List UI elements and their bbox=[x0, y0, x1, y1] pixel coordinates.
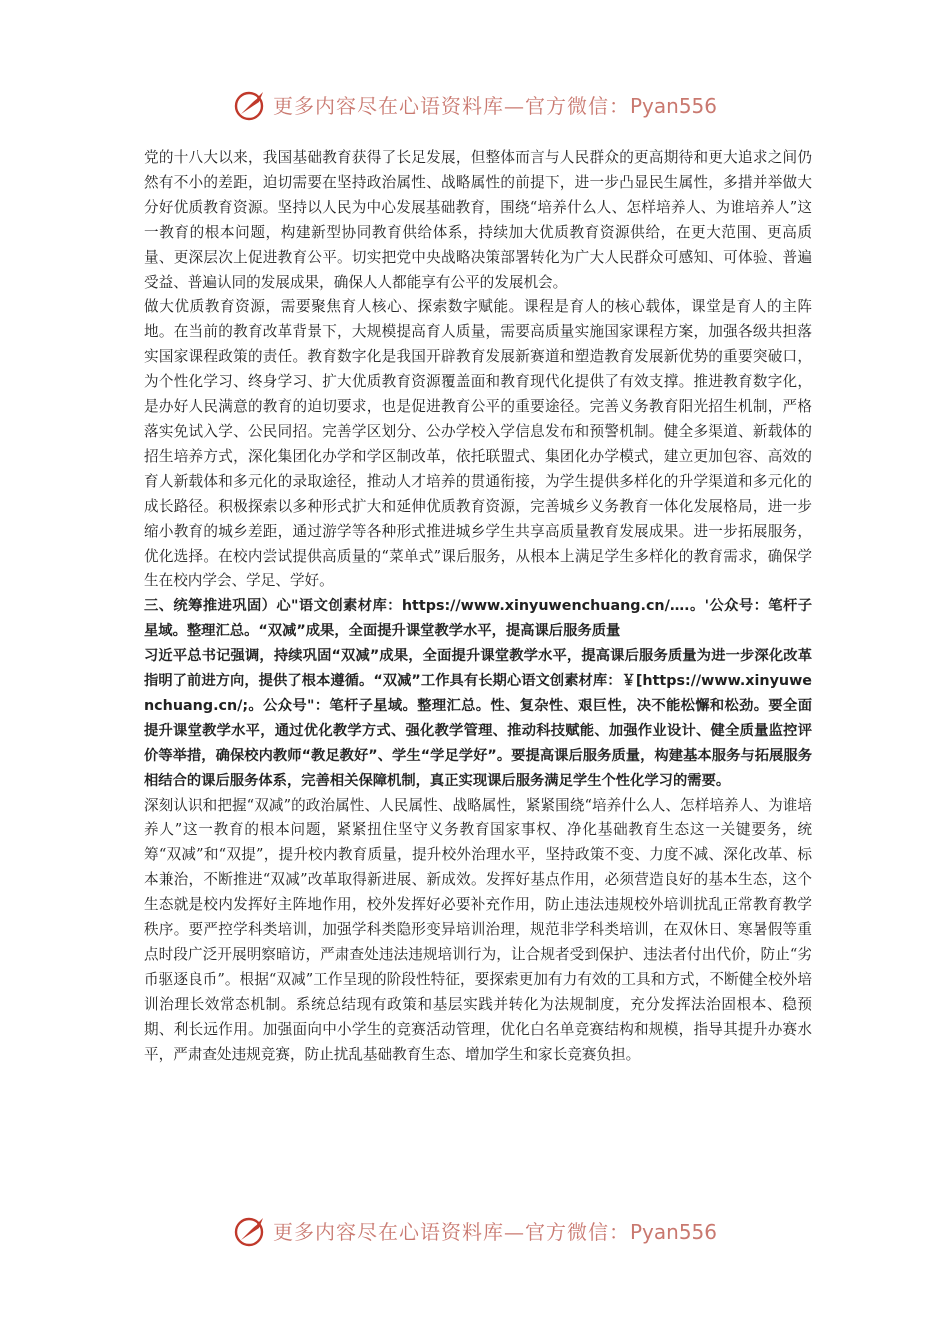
quill-logo-icon bbox=[233, 86, 269, 122]
paragraph-1: 党的十八大以来，我国基础教育获得了长足发展，但整体而言与人民群众的更高期待和更大追求之间仍然有不小的差距，迫切需要在坚持政治属性、战略属性的前提下，进一步凸显民生属性，多措并举做大分好优质教育资源。坚持以人民为中心发展基础教育，围绕“培养什么人、怎样培养人、为谁培养人”这一教育的根本问题，构建新型协同教育供给体系，持续加大优质教育资源供给，在更大范围、更高质量、更深层次上促进教育公平。切实把党中央战略决策部署转化为广大人民群众可感知、可体验、普遍受益、普遍认同的发展成果，确保人人都能享有公平的发展机会。 bbox=[144, 149, 812, 291]
banner-text: 更多内容尽在心语资料库—官方微信：Pyan556 bbox=[272, 93, 717, 118]
quill-logo-icon bbox=[233, 1212, 269, 1248]
article-body bbox=[144, 146, 812, 1068]
banner-text: 更多内容尽在心语资料库—官方微信：Pyan556 bbox=[272, 1219, 717, 1244]
section-heading: 三、统筹推进巩固）心"语文创素材库：https://www.xinyuwenchuang.cn/….。'公众号：笔杆子星域。整理汇总。“双减”成果，全面提升课堂教学水平，提高课后服务质量 bbox=[144, 598, 812, 640]
footer-banner bbox=[0, 1208, 950, 1252]
header-banner bbox=[0, 82, 950, 126]
paragraph-4: 深刻认识和把握“双减”的政治属性、人民属性、战略属性，紧紧围绕“培养什么人、怎样培养人、为谁培养人”这一教育的根本问题，紧紧扭住坚守义务教育国家事权、净化基础教育生态这一关键要务，统筹“双减”和“双提”，提升校内教育质量，提升校外治理水平，坚持政策不变、力度不减、深化改革、标本兼治，不断推进“双减”改革取得新进展、新成效。发挥好基点作用，必须营造良好的基本生态，这个生态就是校内发挥好主阵地作用，校外发挥好必要补充作用，防止违法违规校外培训扰乱正常教育教学秩序。要严控学科类培训，加强学科类隐形变异培训治理，规范非学科类培训，在双休日、寒暑假等重点时段广泛开展明察暗访，严肃查处违法违规培训行为，让合规者受到保护、违法者付出代价，防止“劣币驱逐良币”。根据“双减”工作呈现的阶段性特征，要探索更加有力有效的工具和方式，不断健全校外培训治理长效常态机制。系统总结现有政策和基层实践并转化为法规制度，充分发挥法治固根本、稳预期、利长远作用。加强面向中小学生的竞赛活动管理，优化白名单竞赛结构和规模，指导其提升办赛水平，严肃查处违规竞赛，防止扰乱基础教育生态、增加学生和家长竞赛负担。 bbox=[144, 796, 812, 1063]
paragraph-3: 习近平总书记强调，持续巩固“双减”成果，全面提升课堂教学水平，提高课后服务质量为进一步深化改革指明了前进方向，提供了根本遵循。“双减”工作具有长期心语文创素材库：￥[https://www.xinyuwenchuang.cn/;。公众号"：笔杆子星域。整理汇总。性、复杂性、艰巨性，决不能松懈和松劲。要全面提升课堂教学水平，通过优化教学方式、强化教学管理、推动科技赋能、加强作业设计、健全质量监控评价等举措，确保校内教师“教足教好”、学生“学足学好”。要提高课后服务质量，构建基本服务与拓展服务相结合的课后服务体系，完善相关保障机制，真正实现课后服务满足学生个性化学习的需要。 bbox=[144, 648, 812, 789]
paragraph-2: 做大优质教育资源，需要聚焦育人核心、探索数字赋能。课程是育人的核心载体，课堂是育人的主阵地。在当前的教育改革背景下，大规模提高育人质量，需要高质量实施国家课程方案，加强各级共担落实国家课程政策的责任。教育数字化是我国开辟教育发展新赛道和塑造教育发展新优势的重要突破口，为个性化学习、终身学习、扩大优质教育资源覆盖面和教育现代化提供了有效支撑。推进教育数字化，是办好人民满意的教育的迫切要求，也是促进教育公平的重要途径。完善义务教育阳光招生机制，严格落实免试入学、公民同招。完善学区划分、公办学校入学信息发布和预警机制。健全多渠道、新载体的招生培养方式，深化集团化办学和学区制改革，依托联盟式、集团化办学模式，建立更加包容、高效的育人新载体和多元化的录取途径，推动人才培养的贯通衔接，为学生提供多样化的升学渠道和多元化的成长路径。积极探索以多种形式扩大和延伸优质教育资源，完善城乡义务教育一体化发展格局，进一步缩小教育的城乡差距，通过游学等各种形式推进城乡学生共享高质量教育发展成果。进一步拓展服务，优化选择。在校内尝试提供高质量的“菜单式”课后服务，从根本上满足学生多样化的教育需求，确保学生在校内学会、学足、学好。 bbox=[144, 298, 812, 590]
